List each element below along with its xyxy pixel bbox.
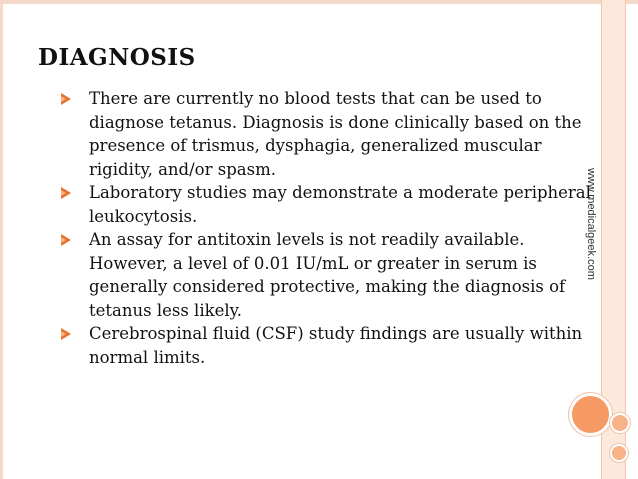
bullet-text: There are currently no blood tests that can be used to diagnose tetanus. Diagnosis is done clinically based on the presence of trismus, dysphagia, generalized muscular rigidity, and/or spasm.: [89, 89, 582, 179]
bullet-item: [58, 181, 593, 228]
decorative-circle-medium: [610, 413, 630, 433]
bullet-item: [58, 87, 593, 181]
bullet-text: Laboratory studies may demonstrate a moderate peripheral leukocytosis.: [89, 183, 591, 226]
bullet-item: [58, 228, 593, 322]
left-border: [0, 0, 3, 479]
side-rule-right: [625, 0, 626, 479]
slide-title: DIAGNOSIS: [38, 44, 196, 71]
arrow-bullet-icon: [61, 187, 71, 199]
decorative-circle-large: [569, 393, 612, 436]
bullet-text: An assay for antitoxin levels is not readily available. However, a level of 0.01 IU/mL or greater in serum is generally considered protective, making the diagnosis of tetanus less likely.: [89, 230, 566, 320]
bullet-text: Cerebrospinal fluid (CSF) study findings are usually within normal limits.: [89, 324, 583, 367]
bullet-list: [58, 87, 593, 369]
arrow-bullet-icon: [61, 234, 71, 246]
arrow-bullet-icon: [61, 93, 71, 105]
top-border: [0, 0, 638, 4]
side-watermark-text: www.medicalgeek.com: [585, 168, 597, 280]
arrow-bullet-icon: [61, 328, 71, 340]
decorative-circle-small: [610, 444, 628, 462]
bullet-item: [58, 322, 593, 369]
